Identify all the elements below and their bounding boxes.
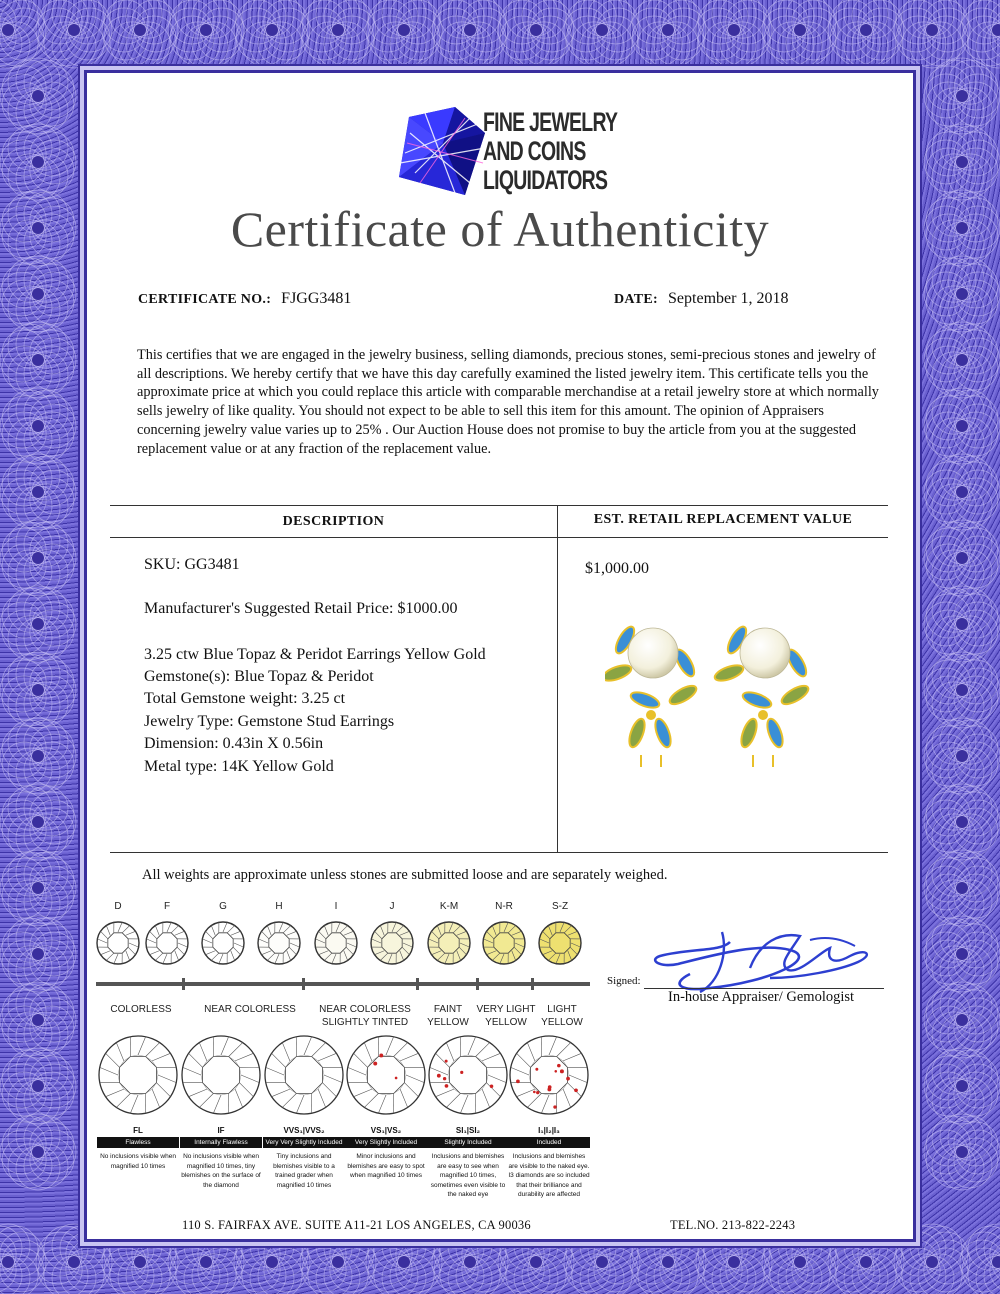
inclusion-mark	[445, 1060, 448, 1063]
color-grade-letter: I	[334, 901, 338, 912]
rosette	[924, 850, 1000, 926]
color-grade-diamond	[537, 920, 583, 966]
color-grade-label-line: VERY LIGHT	[476, 1004, 536, 1015]
inclusion-mark	[379, 1054, 383, 1058]
rosette	[0, 1224, 46, 1294]
clarity-grade-code: VS₁|VS₂	[370, 1126, 402, 1135]
table-column-divider	[557, 505, 558, 852]
clarity-grade-name: Very Very Slightly Included	[263, 1137, 345, 1148]
color-grade-diamond	[200, 920, 246, 966]
rosette	[0, 58, 76, 134]
certificate-number-value: FJGG3481	[281, 290, 352, 307]
item-title: 3.25 ctw Blue Topaz & Peridot Earrings Yellow Gold	[144, 646, 486, 663]
gem-icon	[395, 103, 487, 199]
left-earring	[605, 624, 699, 767]
color-grade-label-line: COLORLESS	[110, 1004, 172, 1015]
company-logo	[395, 103, 635, 203]
rosette	[960, 0, 1000, 68]
rosette	[696, 0, 772, 68]
inclusion-mark	[516, 1079, 520, 1083]
clarity-grade-code: VVS₁|VVS₂	[283, 1126, 325, 1135]
rosette	[924, 124, 1000, 200]
value-header: EST. RETAIL REPLACEMENT VALUE	[593, 512, 853, 527]
rosette	[924, 652, 1000, 728]
earrings-image	[605, 615, 825, 775]
table-top-rule	[110, 505, 888, 506]
clarity-grade-description: No inclusions visible when magnified 10 times	[100, 1153, 176, 1170]
clarity-grade-description: No inclusions visible when magnified 10 times, tiny blemishes on the surface of the diamond	[181, 1153, 261, 1189]
rosette	[924, 388, 1000, 464]
clarity-grade-name: Slightly Included	[427, 1137, 509, 1148]
inclusion-mark	[560, 1069, 564, 1073]
clarity-grade-name: Very Slightly Included	[345, 1137, 427, 1148]
rosette	[924, 916, 1000, 992]
color-grade-label-line: YELLOW	[541, 1017, 583, 1028]
rosette	[924, 454, 1000, 530]
clarity-diamond	[427, 1034, 509, 1116]
color-grade-diamond	[256, 920, 302, 966]
rosette	[300, 0, 376, 68]
weights-note: All weights are approximate unless stones are submitted loose and are separately weighed.	[142, 867, 668, 883]
rosette	[36, 0, 112, 68]
inclusion-mark	[566, 1077, 570, 1081]
color-grade-label	[190, 1003, 310, 1016]
dimension: Dimension: 0.43in X 0.56in	[144, 735, 324, 752]
color-grade-letter: N-R	[495, 901, 513, 912]
rosette	[0, 256, 76, 332]
gemstone-weight: Total Gemstone weight: 3.25 ct	[144, 690, 346, 707]
rosette	[0, 784, 76, 860]
rosette	[0, 454, 76, 530]
logo-text-line: FINE JEWELRY	[483, 107, 618, 137]
inclusion-mark	[536, 1091, 539, 1094]
rosette	[924, 1048, 1000, 1124]
color-grade-diamond	[481, 920, 527, 966]
inclusion-mark	[553, 1105, 556, 1108]
description-header: DESCRIPTION	[282, 514, 385, 529]
table-header-rule	[110, 537, 888, 538]
certification-statement: This certifies that we are engaged in the jewelry business, selling diamonds, precious stones, semi-precious stones and jewelry of all descriptions. We hereby certify that we have this day carefully examined the listed jewelry item. This certificate tells you the approximate price at which you could replace this article with comparable merchandise at a retail jewelry store at which normally sells jewelry of like quality. You should not expect to be able to sell this item for this amount. The opinion of Appraisers concerning jewelry value varies up to 25% . Our Auction House does not promise to buy the article from you at the suggested replacement value or at any fraction of the replacement value.	[137, 347, 879, 457]
rosette	[0, 322, 76, 398]
certificate-number-label: CERTIFICATE NO.:	[138, 292, 272, 307]
signed-label: Signed:	[607, 975, 641, 987]
rosette	[924, 718, 1000, 794]
rosette	[0, 718, 76, 794]
color-grade-label	[532, 1003, 592, 1029]
right-earring	[713, 624, 811, 767]
color-grade-diamond	[144, 920, 190, 966]
color-grade-label-line: LIGHT	[547, 1004, 577, 1015]
footer-phone: TEL.NO. 213-822-2243	[670, 1218, 796, 1232]
rosette	[924, 1114, 1000, 1190]
clarity-diamond	[97, 1034, 179, 1116]
color-grade-letter: S-Z	[551, 901, 569, 912]
color-grade-letter: J	[389, 901, 395, 912]
color-grade-letter: G	[219, 901, 227, 912]
clarity-grade-code: SI₁|SI₂	[455, 1126, 481, 1135]
rosette	[894, 0, 970, 68]
color-grade-letter: D	[114, 901, 122, 912]
date-value: September 1, 2018	[668, 290, 789, 307]
replacement-value: $1,000.00	[585, 560, 649, 577]
clarity-grade-name: Flawless	[97, 1137, 179, 1148]
clarity-diamond	[508, 1034, 590, 1116]
color-grade-label-line: FAINT	[433, 1004, 463, 1015]
rosette	[102, 0, 178, 68]
clarity-diamond	[345, 1034, 427, 1116]
rosette	[0, 124, 76, 200]
rosette	[168, 0, 244, 68]
inclusion-mark	[554, 1070, 557, 1073]
inclusion-mark	[547, 1088, 551, 1092]
rosette	[924, 58, 1000, 134]
inclusion-mark	[574, 1088, 578, 1092]
color-grade-label-line: NEAR COLORLESS	[204, 1004, 296, 1015]
rosette	[0, 1114, 76, 1190]
rosette	[0, 652, 76, 728]
rosette	[0, 850, 76, 926]
inclusion-mark	[533, 1091, 536, 1094]
inclusion-mark	[373, 1062, 377, 1066]
rosette	[924, 322, 1000, 398]
color-grade-label	[418, 1003, 478, 1029]
clarity-grade-description: Inclusions and blemishes are easy to see when magnified 10 times, sometimes even visible to the naked eye	[430, 1153, 506, 1199]
clarity-grade-code: I₁|I₂|I₃	[538, 1126, 560, 1135]
color-grade-label-line: YELLOW	[485, 1017, 527, 1028]
rosette	[498, 0, 574, 68]
color-grade-label	[305, 1003, 425, 1029]
date-label: DATE:	[614, 292, 659, 307]
color-grade-label-line: YELLOW	[427, 1017, 469, 1028]
clarity-diamond	[180, 1034, 262, 1116]
metal-type: Metal type: 14K Yellow Gold	[144, 758, 334, 775]
rosette	[234, 0, 310, 68]
rosette	[432, 0, 508, 68]
clarity-diamond	[263, 1034, 345, 1116]
color-grade-diamond	[426, 920, 472, 966]
clarity-grade-description: Minor inclusions and blemishes are easy to spot when magnified 10 times	[347, 1153, 425, 1180]
inclusion-mark	[535, 1068, 538, 1071]
color-scale-bar	[96, 978, 590, 990]
clarity-grade-name: Internally Flawless	[180, 1137, 262, 1148]
page-title: Certificate of Authenticity	[230, 201, 770, 257]
rosette	[0, 388, 76, 464]
sku: SKU: GG3481	[144, 556, 240, 573]
clarity-grade-description: Inclusions and blemishes are visible to the naked eye. I3 diamonds are so included that their brilliance and durability are affected	[508, 1153, 590, 1199]
clarity-grade-name: Included	[508, 1137, 590, 1148]
logo-text-line: AND COINS	[483, 136, 586, 166]
color-grade-label	[95, 1003, 187, 1016]
jewelry-type: Jewelry Type: Gemstone Stud Earrings	[144, 713, 395, 730]
inclusion-mark	[395, 1077, 398, 1080]
inclusion-mark	[460, 1071, 463, 1074]
color-grade-diamond	[369, 920, 415, 966]
clarity-grade-code: IF	[217, 1126, 225, 1135]
rosette	[762, 0, 838, 68]
color-grade-label-line: SLIGHTLY TINTED	[321, 1017, 409, 1028]
table-bottom-rule	[110, 852, 888, 853]
rosette	[0, 916, 76, 992]
rosette	[924, 586, 1000, 662]
msrp: Manufacturer's Suggested Retail Price: $1000.00	[144, 600, 458, 617]
rosette	[0, 520, 76, 596]
rosette	[564, 0, 640, 68]
rosette	[0, 586, 76, 662]
color-grade-letter: F	[163, 901, 171, 912]
rosette	[366, 0, 442, 68]
certificate-number	[138, 290, 351, 308]
gemstones: Gemstone(s): Blue Topaz & Peridot	[144, 668, 374, 685]
inclusion-mark	[557, 1064, 561, 1068]
color-grade-diamond	[95, 920, 141, 966]
rosette	[630, 0, 706, 68]
rosette	[0, 1048, 76, 1124]
rosette	[924, 982, 1000, 1058]
inclusion-mark	[437, 1074, 441, 1078]
inclusion-mark	[445, 1084, 449, 1088]
color-grade-diamond	[313, 920, 359, 966]
color-grade-label-line: NEAR COLORLESS	[319, 1004, 411, 1015]
inclusion-mark	[443, 1077, 446, 1080]
inclusion-mark	[490, 1084, 494, 1088]
clarity-grade-description: Tiny inclusions and blemishes visible to a trained grader when magnified 10 times	[273, 1153, 335, 1189]
rosette	[960, 1224, 1000, 1294]
rosette	[924, 520, 1000, 596]
appraiser-title: In-house Appraiser/ Gemologist	[668, 989, 855, 1005]
color-grade-letter: K-M	[439, 901, 459, 912]
color-grade-letter: H	[275, 901, 283, 912]
certificate-date	[614, 290, 788, 308]
footer-address: 110 S. FAIRFAX AVE. SUITE A11-21 LOS ANGELES, CA 90036	[182, 1218, 531, 1232]
rosette	[924, 256, 1000, 332]
rosette	[924, 784, 1000, 860]
clarity-grade-code: FL	[133, 1126, 143, 1135]
color-grade-label	[476, 1003, 536, 1029]
rosette	[0, 982, 76, 1058]
logo-text-line: LIQUIDATORS	[483, 165, 608, 195]
rosette	[828, 0, 904, 68]
